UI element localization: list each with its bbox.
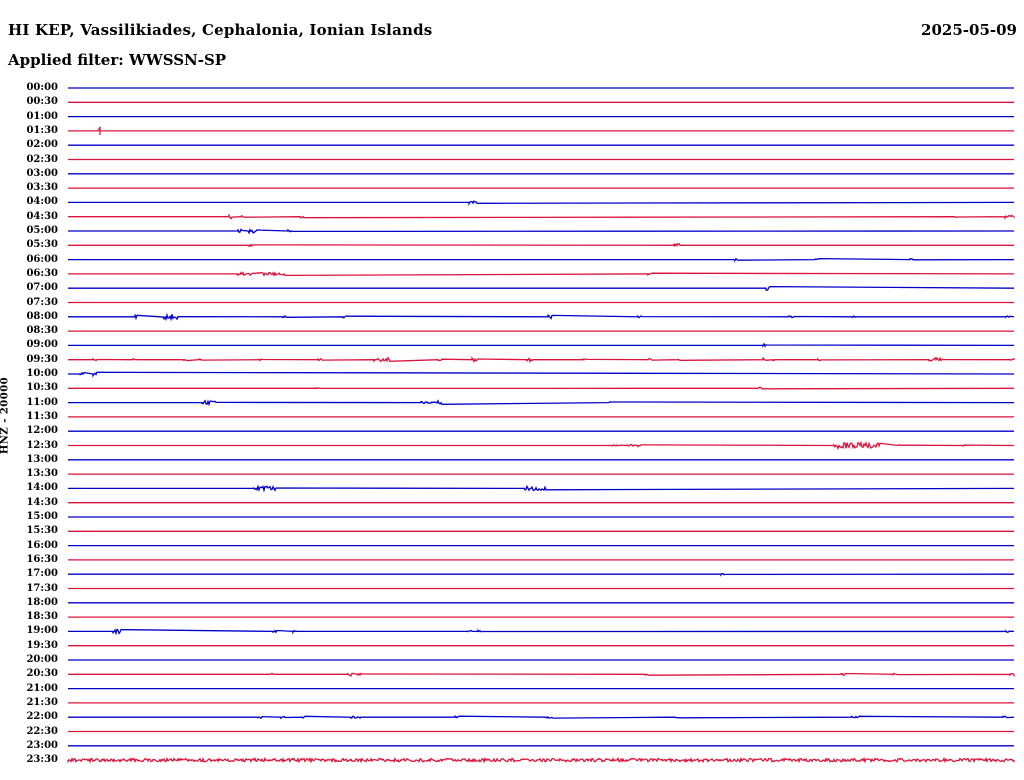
time-label: 15:00 bbox=[26, 511, 58, 522]
trace-row-0400 bbox=[68, 201, 1014, 204]
applied-filter-label: Applied filter: WWSSN-SP bbox=[8, 51, 227, 69]
trace-row-0430 bbox=[68, 215, 1014, 218]
time-label: 00:30 bbox=[26, 96, 58, 108]
time-label: 12:30 bbox=[26, 439, 58, 451]
trace-row-0630 bbox=[68, 273, 1014, 276]
trace-row-2030 bbox=[68, 673, 1014, 676]
trace-row-1400 bbox=[68, 486, 1014, 490]
trace-row-0930 bbox=[68, 358, 1014, 362]
record-date: 2025-05-09 bbox=[921, 21, 1017, 39]
time-label: 02:00 bbox=[26, 139, 58, 151]
time-label: 23:00 bbox=[26, 739, 58, 751]
station-title: HI KEP, Vassilikiades, Cephalonia, Ionian Islands bbox=[8, 21, 433, 39]
time-label: 21:00 bbox=[26, 682, 58, 694]
trace-row-0130 bbox=[68, 127, 1014, 135]
trace-row-2330 bbox=[68, 759, 1014, 762]
trace-row-0600 bbox=[68, 259, 1014, 261]
time-label: 12:00 bbox=[26, 425, 58, 437]
time-label: 03:00 bbox=[26, 167, 58, 179]
time-label: 10:30 bbox=[26, 382, 58, 394]
trace-row-1100 bbox=[68, 401, 1014, 405]
trace-row-1000 bbox=[68, 372, 1014, 375]
trace-row-0900 bbox=[68, 344, 1014, 346]
trace-row-0800 bbox=[68, 314, 1014, 319]
time-label: 22:30 bbox=[26, 725, 58, 737]
trace-row-0700 bbox=[68, 287, 1014, 291]
channel-scale-label: HNZ - 20000 bbox=[0, 376, 11, 455]
trace-row-0500 bbox=[68, 229, 1014, 233]
trace-row-2200 bbox=[68, 716, 1014, 718]
time-label: 04:30 bbox=[26, 210, 58, 222]
time-label: 21:30 bbox=[26, 696, 58, 708]
time-label: 23:30 bbox=[26, 754, 58, 766]
time-label: 05:00 bbox=[26, 225, 58, 236]
time-label: 13:00 bbox=[26, 453, 58, 465]
time-label: 17:30 bbox=[26, 582, 58, 594]
time-label: 15:30 bbox=[26, 525, 58, 537]
time-label: 00:00 bbox=[26, 82, 58, 93]
time-label: 05:30 bbox=[26, 239, 58, 251]
time-label: 01:00 bbox=[26, 110, 58, 122]
time-label: 14:30 bbox=[26, 496, 58, 508]
time-label: 06:00 bbox=[26, 253, 58, 265]
time-label: 11:30 bbox=[26, 410, 58, 422]
time-label: 19:30 bbox=[26, 639, 58, 651]
time-label: 22:00 bbox=[26, 711, 58, 723]
time-label: 13:30 bbox=[26, 468, 58, 480]
time-label: 08:30 bbox=[26, 325, 58, 337]
trace-row-0530 bbox=[68, 244, 1014, 247]
time-label: 08:00 bbox=[26, 310, 58, 322]
time-label: 07:30 bbox=[26, 296, 58, 308]
time-label: 06:30 bbox=[26, 267, 58, 279]
trace-row-1900 bbox=[68, 630, 1014, 634]
time-label: 19:00 bbox=[26, 625, 58, 637]
time-label: 16:30 bbox=[26, 553, 58, 565]
time-label: 20:30 bbox=[26, 668, 58, 680]
time-label: 10:00 bbox=[26, 368, 58, 379]
time-label: 17:00 bbox=[26, 568, 58, 580]
time-label: 18:00 bbox=[26, 596, 58, 608]
time-label: 09:00 bbox=[26, 339, 58, 351]
time-label: 14:00 bbox=[26, 482, 58, 494]
trace-row-1230 bbox=[68, 443, 1014, 449]
time-label: 09:30 bbox=[26, 353, 58, 365]
time-label: 16:00 bbox=[26, 539, 58, 551]
time-label: 04:00 bbox=[26, 196, 58, 208]
time-label: 03:30 bbox=[26, 182, 58, 194]
trace-row-1030 bbox=[68, 387, 1014, 388]
time-label: 01:30 bbox=[26, 124, 58, 136]
time-label: 20:00 bbox=[26, 654, 58, 665]
time-label: 11:00 bbox=[26, 396, 58, 408]
trace-row-1700 bbox=[68, 574, 1014, 575]
time-label: 07:00 bbox=[26, 282, 58, 294]
time-label: 18:30 bbox=[26, 611, 58, 623]
time-label: 02:30 bbox=[26, 153, 58, 165]
